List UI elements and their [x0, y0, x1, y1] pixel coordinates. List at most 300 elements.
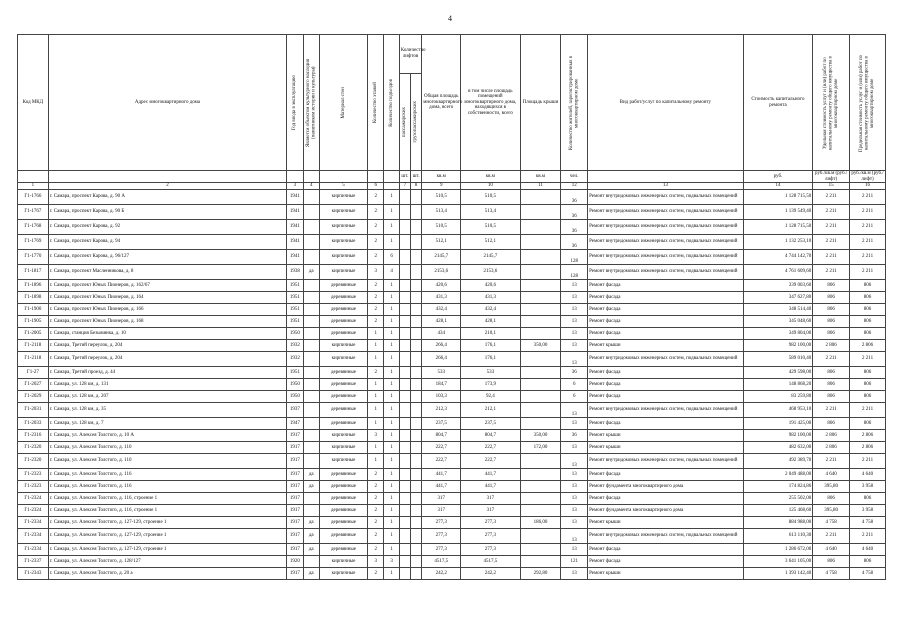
cell-roof	[520, 250, 561, 265]
cell-kod: Г1-2324	[18, 505, 49, 517]
cell-work: Ремонт фасада	[588, 292, 744, 304]
table-row	[18, 430, 886, 442]
cell-at: 103,3	[422, 391, 461, 403]
cell-year: 1917	[287, 442, 303, 454]
cell-res: 13	[561, 544, 588, 556]
colnum-4: 4	[303, 183, 319, 190]
cell-year: 1950	[287, 328, 303, 340]
cell-cost: 339 003,60	[743, 280, 813, 292]
cell-ent: 1	[384, 316, 399, 328]
cell-ao: 2153,6	[461, 265, 520, 280]
cell-ent: 1	[384, 430, 399, 442]
cell-at: 237,5	[422, 418, 461, 430]
cell-mc: 806	[850, 316, 886, 328]
cell-lp	[399, 190, 410, 205]
cell-addr: г. Самара, ул. Алексея Толстого, д. 10 А	[48, 430, 286, 442]
cell-mat: кирпичные	[319, 220, 367, 235]
cell-kod: Г1-2334	[18, 544, 49, 556]
cell-lp	[399, 340, 410, 352]
cell-lp	[399, 544, 410, 556]
cell-her	[303, 250, 319, 265]
cell-ent: 1	[384, 403, 399, 418]
cell-at: 212,3	[422, 403, 461, 418]
cell-lp	[399, 352, 410, 367]
cell-work: Ремонт фасада	[588, 328, 744, 340]
cell-lp	[399, 292, 410, 304]
cell-ao: 212,1	[461, 403, 520, 418]
cell-roof: 292,80	[520, 568, 561, 580]
cell-year: 1941	[287, 190, 303, 205]
cell-addr: г. Самара, проспект Юных Пионеров, д. 164	[48, 292, 286, 304]
header-max-cost: Предельная стоимость услуг и (или) работ по капитальному ремонту общего имущества в многоквартирном доме	[850, 35, 886, 171]
cell-addr: г. Самара, ул. Алексея Толстого, д. 110	[48, 442, 286, 454]
cell-ent: 1	[384, 481, 399, 493]
cell-mc: 3 958	[850, 481, 886, 493]
cell-lc	[411, 250, 422, 265]
cell-mat: кирпичные	[319, 205, 367, 220]
cell-lp	[399, 235, 410, 250]
cell-lp	[399, 379, 410, 391]
cell-addr: г. Самара, ул. Алексея Толстого, д. 110	[48, 454, 286, 469]
cell-roof	[520, 379, 561, 391]
cell-her: да	[303, 469, 319, 481]
cell-res: 13	[561, 505, 588, 517]
cell-addr: г. Самара, ул. 128 км, д. 131	[48, 379, 286, 391]
cell-at: 510,5	[422, 220, 461, 235]
cell-fl: 2	[368, 280, 384, 292]
cell-year: 1917	[287, 517, 303, 529]
cell-cost: 492 389,70	[743, 454, 813, 469]
cell-lp	[399, 250, 410, 265]
cell-fl: 2	[368, 250, 384, 265]
cell-fl: 3	[368, 265, 384, 280]
cell-roof	[520, 481, 561, 493]
cell-work: Ремонт внутридомовых инженерных систем, подвальных помещений	[588, 250, 744, 265]
cell-addr: г. Самара, ул. 128 км, д. 207	[48, 391, 286, 403]
cell-res: 6	[561, 391, 588, 403]
cell-mat: кирпичные	[319, 190, 367, 205]
cell-ent: 1	[384, 205, 399, 220]
cell-mat: деревянные	[319, 328, 367, 340]
cell-at: 804,7	[422, 430, 461, 442]
cell-ao: 513,4	[461, 205, 520, 220]
cell-mc: 2 211	[850, 529, 886, 544]
cell-res: 36	[561, 235, 588, 250]
cell-her: да	[303, 265, 319, 280]
cell-uc: 2 211	[813, 265, 850, 280]
cell-mc: 4 758	[850, 517, 886, 529]
cell-lc	[411, 190, 422, 205]
cell-mc: 806	[850, 379, 886, 391]
cell-mat: деревянные	[319, 316, 367, 328]
cell-work: Ремонт фасада	[588, 418, 744, 430]
cell-res: 36	[561, 367, 588, 379]
cell-ao: 277,3	[461, 529, 520, 544]
cell-res: 13	[561, 568, 588, 580]
cell-cost: 3 641 105,00	[743, 556, 813, 568]
cell-uc: 2 211	[813, 205, 850, 220]
cell-lc	[411, 481, 422, 493]
cell-roof	[520, 205, 561, 220]
cell-ent: 1	[384, 235, 399, 250]
cell-roof: 350,00	[520, 430, 561, 442]
cell-year: 1951	[287, 292, 303, 304]
cell-year: 1947	[287, 418, 303, 430]
cell-ent: 1	[384, 280, 399, 292]
cell-kod: Г1-2320	[18, 442, 49, 454]
cell-lc	[411, 316, 422, 328]
header-lifts-group: Количество лифтов	[399, 35, 422, 74]
cell-addr: г. Самара, проспект Масленникова, д. 8	[48, 265, 286, 280]
cell-cost: 1 128 715,50	[743, 220, 813, 235]
cell-work: Ремонт внутридомовых инженерных систем, подвальных помещений	[588, 235, 744, 250]
cell-lp	[399, 280, 410, 292]
cell-cost: 4 744 142,70	[743, 250, 813, 265]
cell-ao: 176,1	[461, 340, 520, 352]
cell-mat: деревянные	[319, 544, 367, 556]
cell-ent: 1	[384, 352, 399, 367]
cell-year: 1917	[287, 505, 303, 517]
cell-mat: кирпичные	[319, 250, 367, 265]
cell-fl: 1	[368, 352, 384, 367]
cell-lc	[411, 493, 422, 505]
cell-uc: 806	[813, 367, 850, 379]
cell-mat: кирпичные	[319, 352, 367, 367]
cell-lc	[411, 304, 422, 316]
colnum-15: 15	[813, 183, 850, 190]
cell-mc: 2 211	[850, 235, 886, 250]
colnum-13: 13	[588, 183, 744, 190]
cell-year: 1917	[287, 454, 303, 469]
cell-her	[303, 235, 319, 250]
page-number: 4	[448, 14, 452, 23]
cell-kod: Г1-2027	[18, 379, 49, 391]
cell-uc: 2 211	[813, 454, 850, 469]
cell-uc: 806	[813, 391, 850, 403]
cell-lc	[411, 505, 422, 517]
cell-mc: 4 758	[850, 568, 886, 580]
cell-mc: 806	[850, 304, 886, 316]
cell-cost: 468 953,10	[743, 403, 813, 418]
header-cost: Стоимость капитального ремонта	[743, 35, 813, 171]
cell-mat: кирпичные	[319, 235, 367, 250]
cell-lc	[411, 529, 422, 544]
cell-cost: 1 393 142,40	[743, 568, 813, 580]
cell-her: да	[303, 529, 319, 544]
table-row	[18, 316, 886, 328]
cell-her: да	[303, 481, 319, 493]
cell-work: Ремонт фасада	[588, 391, 744, 403]
cell-lc	[411, 379, 422, 391]
cell-uc: 4 640	[813, 544, 850, 556]
header-area-owned: в том числе площадь помещений многоквартирного дома, находящихся в собственности, всего	[461, 35, 520, 171]
cell-her	[303, 505, 319, 517]
cell-year: 1951	[287, 304, 303, 316]
cell-fl: 2	[368, 235, 384, 250]
cell-mc: 3 958	[850, 505, 886, 517]
header-kod: Код МКД	[18, 35, 49, 171]
cell-her	[303, 205, 319, 220]
cell-fl: 2	[368, 205, 384, 220]
cell-ent: 1	[384, 505, 399, 517]
cell-year: 1920	[287, 556, 303, 568]
cell-kod: Г1-1896	[18, 280, 49, 292]
cell-mc: 2 211	[850, 250, 886, 265]
cell-work: Ремонт крыши	[588, 430, 744, 442]
colnum-8: 8	[411, 183, 422, 190]
cell-at: 441,7	[422, 481, 461, 493]
cell-at: 441,7	[422, 469, 461, 481]
cell-ent: 1	[384, 340, 399, 352]
colnum-7: 7	[399, 183, 410, 190]
cell-her	[303, 280, 319, 292]
cell-mc: 2 806	[850, 430, 886, 442]
cell-year: 1941	[287, 250, 303, 265]
cell-fl: 2	[368, 220, 384, 235]
colnum-10: 10	[461, 183, 520, 190]
cell-cost: 83 259,80	[743, 391, 813, 403]
cell-work: Ремонт внутридомовых инженерных систем, подвальных помещений	[588, 403, 744, 418]
cell-year: 1951	[287, 316, 303, 328]
cell-lp	[399, 529, 410, 544]
cell-addr: г. Самара, проспект Юных Пионеров, д. 168	[48, 316, 286, 328]
cell-cost: 2 049 488,00	[743, 469, 813, 481]
cell-year: 1941	[287, 235, 303, 250]
colnum-2: 2	[48, 183, 286, 190]
cell-roof	[520, 403, 561, 418]
cell-fl: 1	[368, 340, 384, 352]
cell-addr: г. Самара, ул. Алексея Толстого, д. 127-129, строение 1	[48, 517, 286, 529]
cell-at: 432,4	[422, 304, 461, 316]
cell-cost: 4 761 609,60	[743, 265, 813, 280]
cell-fl: 2	[368, 493, 384, 505]
cell-uc: 2 211	[813, 403, 850, 418]
cell-roof	[520, 454, 561, 469]
cell-ao: 176,1	[461, 352, 520, 367]
cell-roof	[520, 190, 561, 205]
cell-fl: 3	[368, 430, 384, 442]
cell-res: 13	[561, 340, 588, 352]
cell-kod: Г1-2323	[18, 469, 49, 481]
cell-roof	[520, 292, 561, 304]
cell-kod: Г1-1767	[18, 205, 49, 220]
cell-work: Ремонт крыши	[588, 517, 744, 529]
cell-work: Ремонт фасада	[588, 379, 744, 391]
cell-lc	[411, 367, 422, 379]
cell-at: 222,7	[422, 442, 461, 454]
cell-roof	[520, 556, 561, 568]
cell-her: да	[303, 568, 319, 580]
cell-lp	[399, 481, 410, 493]
cell-addr: г. Самара, проспект Карова, д. 96/127	[48, 250, 286, 265]
cell-year: 1917	[287, 493, 303, 505]
header-floors: Количество этажей	[368, 35, 384, 171]
cell-lc	[411, 418, 422, 430]
cell-at: 2145,7	[422, 250, 461, 265]
cell-cost: 1 132 253,10	[743, 235, 813, 250]
header-residents: Количество жителей, зарегистрированных в многоквартирном доме	[561, 35, 588, 171]
cell-lp	[399, 316, 410, 328]
unit-area-total: кв.м	[422, 171, 461, 183]
table-row	[18, 367, 886, 379]
cell-uc: 2 211	[813, 190, 850, 205]
cell-ao: 277,3	[461, 544, 520, 556]
cell-kod: Г1-2334	[18, 529, 49, 544]
table-row	[18, 220, 886, 235]
cell-res: 128	[561, 265, 588, 280]
colnum-1: 1	[18, 183, 49, 190]
cell-work: Ремонт фасада	[588, 367, 744, 379]
cell-lc	[411, 544, 422, 556]
cell-year: 1938	[287, 265, 303, 280]
cell-work: Ремонт фасада	[588, 493, 744, 505]
cell-lp	[399, 430, 410, 442]
cell-ent: 1	[384, 304, 399, 316]
cell-lp	[399, 328, 410, 340]
table-row	[18, 352, 886, 367]
cell-mc: 806	[850, 292, 886, 304]
cell-lc	[411, 280, 422, 292]
cell-res: 13	[561, 418, 588, 430]
cell-lp	[399, 568, 410, 580]
cell-lc	[411, 220, 422, 235]
table-row	[18, 556, 886, 568]
cell-her	[303, 418, 319, 430]
header-work-type: Вид работ/услуг по капитальному ремонту	[588, 35, 744, 171]
unit-residents: чел.	[561, 171, 588, 183]
cell-addr: г. Самара, проспект Карова, д. 90 Б	[48, 205, 286, 220]
cell-work: Ремонт фасада	[588, 316, 744, 328]
cell-her	[303, 442, 319, 454]
cell-ent: 1	[384, 454, 399, 469]
cell-kod: Г1-1900	[18, 304, 49, 316]
cell-lc	[411, 517, 422, 529]
cell-ao: 512,1	[461, 235, 520, 250]
cell-addr: г. Самара, ул. Алексея Толстого, д. 20 а	[48, 568, 286, 580]
cell-year: 1917	[287, 481, 303, 493]
header-lifts-pass: пассажирских	[399, 74, 410, 171]
cell-res: 13	[561, 517, 588, 529]
cell-mat: деревянные	[319, 517, 367, 529]
cell-lp	[399, 454, 410, 469]
cell-fl: 2	[368, 190, 384, 205]
cell-fl: 1	[368, 379, 384, 391]
cell-year: 1950	[287, 379, 303, 391]
cell-ao: 210,1	[461, 328, 520, 340]
cell-lp	[399, 517, 410, 529]
cell-mc: 2 211	[850, 190, 886, 205]
cell-lc	[411, 454, 422, 469]
cell-her	[303, 190, 319, 205]
cell-her	[303, 493, 319, 505]
cell-kod: Г1-2316	[18, 430, 49, 442]
cell-kod: Г1-2118	[18, 340, 49, 352]
table-row	[18, 403, 886, 418]
table-body	[18, 190, 886, 580]
cell-res: 13	[561, 304, 588, 316]
cell-lc	[411, 430, 422, 442]
cell-roof	[520, 220, 561, 235]
cell-cost: 884 988,00	[743, 517, 813, 529]
table-row	[18, 250, 886, 265]
cell-fl: 2	[368, 517, 384, 529]
cell-lc	[411, 403, 422, 418]
cell-mc: 2 211	[850, 403, 886, 418]
table-row	[18, 391, 886, 403]
cell-her: да	[303, 544, 319, 556]
cell-ao: 2145,7	[461, 250, 520, 265]
cell-mat: деревянные	[319, 391, 367, 403]
table-row	[18, 235, 886, 250]
cell-ent: 1	[384, 517, 399, 529]
cell-res: 13	[561, 454, 588, 469]
cell-mat: деревянные	[319, 304, 367, 316]
cell-mat: кирпичные	[319, 430, 367, 442]
colnum-9: 9	[422, 183, 461, 190]
cell-kod: Г1-2033	[18, 418, 49, 430]
cell-ao: 222,7	[461, 442, 520, 454]
cell-ao: 432,4	[461, 304, 520, 316]
cell-roof	[520, 352, 561, 367]
cell-cost: 349 804,00	[743, 328, 813, 340]
cell-cost: 589 010,40	[743, 352, 813, 367]
cell-mat: деревянные	[319, 469, 367, 481]
cell-res: 36	[561, 190, 588, 205]
cell-ent: 1	[384, 220, 399, 235]
cell-kod: Г1-1905	[18, 316, 49, 328]
cell-ent: 1	[384, 418, 399, 430]
cell-fl: 2	[368, 568, 384, 580]
cell-work: Ремонт фасада	[588, 469, 744, 481]
cell-ao: 804,7	[461, 430, 520, 442]
cell-fl: 1	[368, 328, 384, 340]
cell-work: Ремонт внутридомовых инженерных систем, подвальных помещений	[588, 352, 744, 367]
cell-lc	[411, 205, 422, 220]
cell-kod: Г1-1766	[18, 190, 49, 205]
cell-ao: 420,6	[461, 280, 520, 292]
cell-her	[303, 340, 319, 352]
unit-lifts-pass: шт.	[399, 171, 410, 183]
cell-her	[303, 220, 319, 235]
header-heritage: Является объектом культурного наследия (памятником истории и культуры)	[303, 35, 319, 171]
cell-ent: 1	[384, 544, 399, 556]
cell-work: Ремонт фасада	[588, 304, 744, 316]
cell-lp	[399, 469, 410, 481]
cell-addr: г. Самара, проспект Карова, д. 90 А	[48, 190, 286, 205]
cell-addr: г. Самара, ул. 128 км, д. 35	[48, 403, 286, 418]
cell-roof	[520, 529, 561, 544]
cell-lc	[411, 442, 422, 454]
cell-roof: 350,00	[520, 340, 561, 352]
cell-work: Ремонт внутридомовых инженерных систем, подвальных помещений	[588, 205, 744, 220]
cell-fl: 2	[368, 367, 384, 379]
cell-lc	[411, 292, 422, 304]
cell-cost: 345 048,60	[743, 316, 813, 328]
cell-cost: 982 100,00	[743, 430, 813, 442]
cell-uc: 806	[813, 418, 850, 430]
cell-cost: 148 868,20	[743, 379, 813, 391]
table-row	[18, 529, 886, 544]
cell-at: 277,3	[422, 529, 461, 544]
cell-at: 266,4	[422, 352, 461, 367]
cell-ao: 510,5	[461, 190, 520, 205]
cell-uc: 4 758	[813, 517, 850, 529]
cell-mat: деревянные	[319, 505, 367, 517]
cell-fl: 2	[368, 304, 384, 316]
cell-roof	[520, 304, 561, 316]
cell-ent: 1	[384, 379, 399, 391]
header-address: Адрес многоквартирного дома	[48, 35, 286, 171]
